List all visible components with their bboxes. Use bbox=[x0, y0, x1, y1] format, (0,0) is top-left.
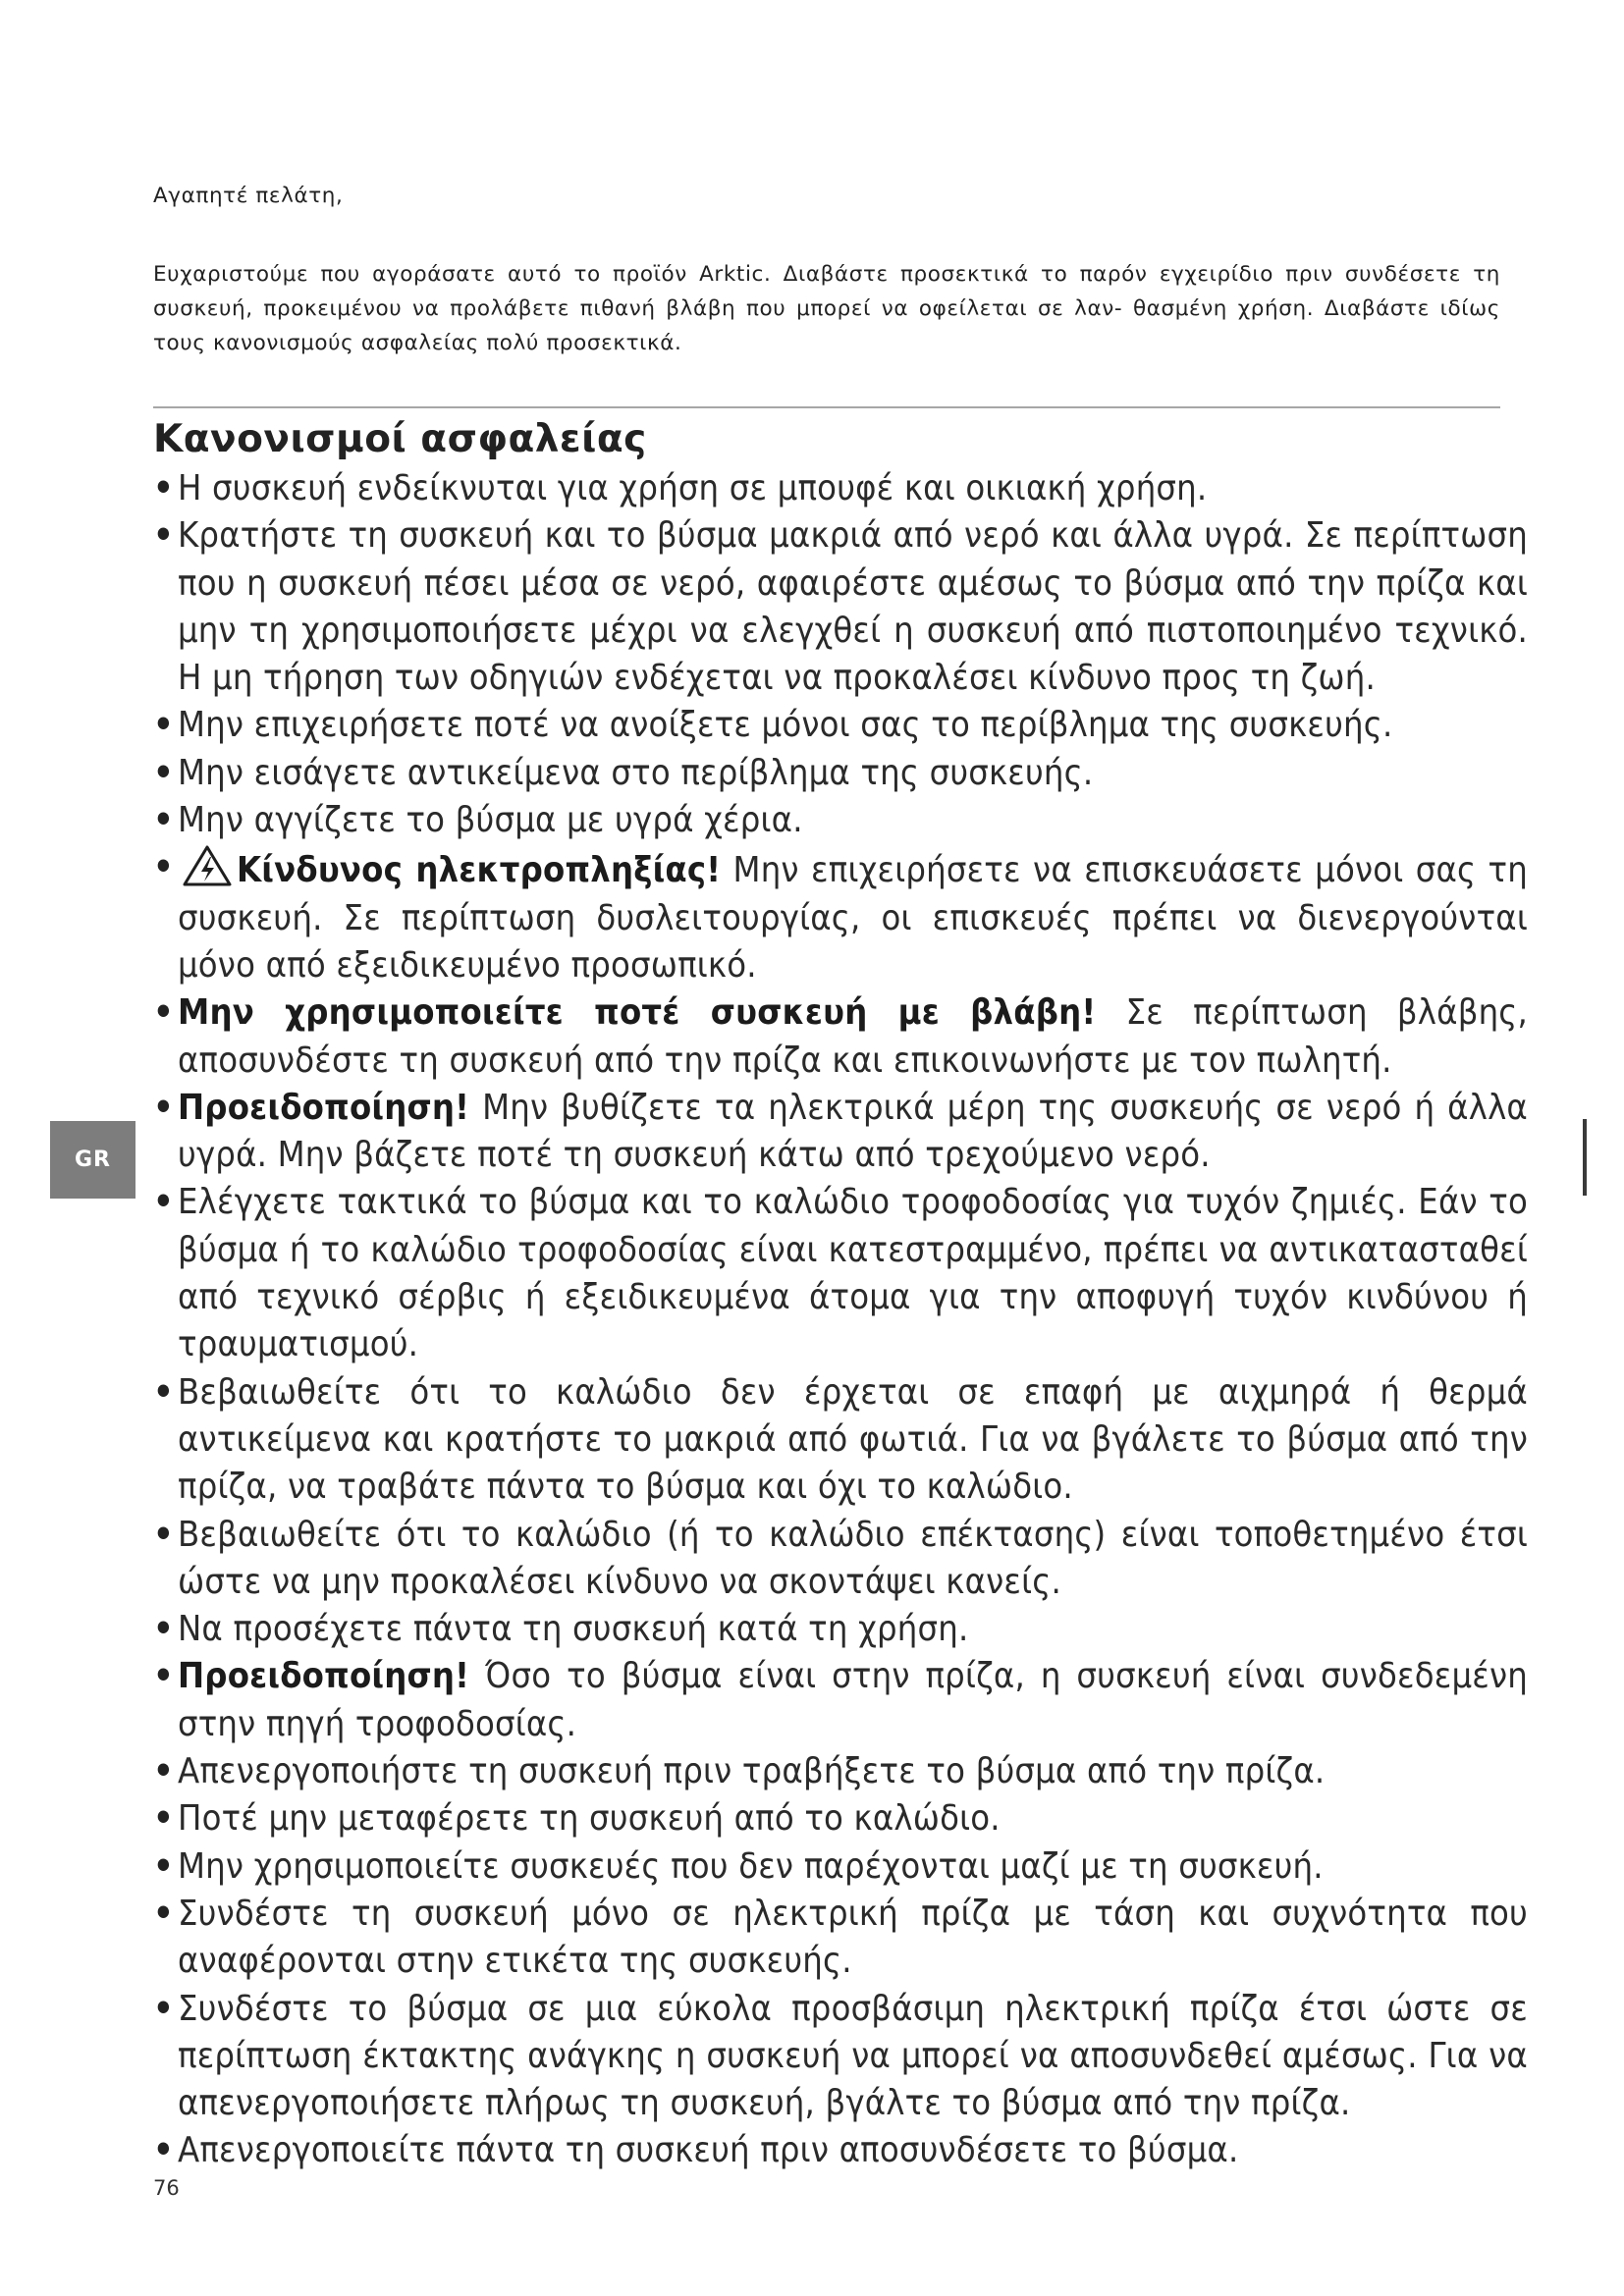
rule-heading: Προειδοποίηση! bbox=[178, 1087, 470, 1128]
rule-text: Βεβαιωθείτε ότι το καλώδιο δεν έρχεται σε επαφή με αιχμηρά ή θερμά αντικείμενα και κρατήστε το μακριά από φωτιά. Για να βγάλετε το βύσμα από την πρίζα, να τραβάτε πάντα το βύσμα και όχι το καλώδιο. bbox=[178, 1371, 1528, 1508]
bullet: • bbox=[153, 1751, 174, 1792]
list-item bbox=[153, 797, 1528, 844]
bullet: • bbox=[153, 752, 174, 793]
list-item bbox=[153, 1606, 1528, 1653]
rule-text: Απενεργοποιήστε τη συσκευή πριν τραβήξετε το βύσμα από την πρίζα. bbox=[178, 1751, 1326, 1792]
bullet: • bbox=[153, 800, 174, 841]
bullet: • bbox=[153, 992, 174, 1034]
list-item bbox=[153, 1795, 1528, 1842]
list-item bbox=[153, 1891, 1528, 1986]
bullet: • bbox=[153, 1514, 174, 1555]
list-item bbox=[153, 2127, 1528, 2174]
list-item bbox=[153, 1986, 1528, 2128]
rule-text: Μην επιχειρήσετε να επισκευάσετε μόνοι σας τη συσκευή. Σε περίπτωση δυσλειτουργίας, οι επισκευές πρέπει να διενεργούνται μόνο από εξειδικευμένο προσωπικό. bbox=[178, 850, 1528, 986]
rule-heading: Μην χρησιμοποιείτε ποτέ συσκευή με βλάβη! bbox=[178, 992, 1097, 1034]
bullet: • bbox=[153, 1609, 174, 1650]
rule-heading: Προειδοποίηση! bbox=[178, 1656, 470, 1697]
rule-text: Η συσκευή ενδείκνυται για χρήση σε μπουφέ και οικιακή χρήση. bbox=[178, 468, 1208, 508]
bullet: • bbox=[153, 468, 174, 508]
rule-text: Μην χρησιμοποιείτε συσκευές που δεν παρέχονται μαζί με τη συσκευή. bbox=[178, 1845, 1324, 1887]
electric-hazard-warning-icon bbox=[182, 844, 233, 887]
list-item bbox=[153, 512, 1528, 702]
rule-text: Σε περίπτωση βλάβης, αποσυνδέστε τη συσκευή από την πρίζα και επικοινωνήστε με τον πωλητή. bbox=[178, 992, 1528, 1081]
list-item bbox=[153, 989, 1528, 1085]
rule-text: Να προσέχετε πάντα τη συσκευή κατά τη χρήση. bbox=[178, 1609, 969, 1650]
list-item bbox=[153, 1512, 1528, 1607]
margin-marker bbox=[1583, 1119, 1587, 1196]
rule-text: Μην αγγίζετε το βύσμα με υγρά χέρια. bbox=[178, 800, 803, 841]
page-number: 76 bbox=[153, 2176, 180, 2200]
list-item bbox=[153, 1179, 1528, 1368]
rule-text: Μην επιχειρήσετε ποτέ να ανοίξετε μόνοι σας το περίβλημα της συσκευής. bbox=[178, 705, 1393, 746]
rule-text: Συνδέστε το βύσμα σε μια εύκολα προσβάσιμη ηλεκτρική πρίζα έτσι ώστε σε περίπτωση έκτακτης ανάγκης η συσκευή να μπορεί να αποσυνδεθεί αμέσως. Για να απενεργοποιήσετε πλήρως τη συσκευή, βγάλτε το βύσμα από την πρίζα. bbox=[178, 1988, 1528, 2124]
bullet: • bbox=[153, 1988, 174, 2029]
rule-text: Μην εισάγετε αντικείμενα στο περίβλημα της συσκευής. bbox=[178, 752, 1094, 793]
rule-text: Ποτέ μην μεταφέρετε τη συσκευή από το καλώδιο. bbox=[178, 1798, 1001, 1840]
bullet: • bbox=[153, 847, 174, 888]
rule-text: Βεβαιωθείτε ότι το καλώδιο (ή το καλώδιο επέκτασης) είναι τοποθετημένο έτσι ώστε να μην προκαλέσει κίνδυνο να σκοντάψει κανείς. bbox=[178, 1514, 1528, 1602]
list-item bbox=[153, 1653, 1528, 1748]
greeting: Αγαπητέ πελάτη, bbox=[153, 184, 344, 208]
bullet: • bbox=[153, 1845, 174, 1887]
bullet: • bbox=[153, 1893, 174, 1934]
bullet: • bbox=[153, 2130, 174, 2171]
bullet: • bbox=[153, 1087, 174, 1128]
rule-text: Όσο το βύσμα είναι στην πρίζα, η συσκευή είναι συνδεδεμένη στην πηγή τροφοδοσίας. bbox=[178, 1656, 1528, 1744]
rule-text: Απενεργοποιείτε πάντα τη συσκευή πριν αποσυνδέσετε το βύσμα. bbox=[178, 2130, 1239, 2171]
list-item bbox=[153, 750, 1528, 797]
bullet: • bbox=[153, 1182, 174, 1223]
list-item bbox=[153, 1085, 1528, 1180]
intro-paragraph: Ευχαριστούμε που αγοράσατε αυτό το προϊόν Arktic. Διαβάστε προσεκτικά το παρόν εγχειρίδιο πριν συνδέσετε τη συσκευή, προκειμένου να προλάβετε πιθανή βλάβη που μπορεί να οφείλεται σε λαν- θασμένη χρήση. Διαβάστε ιδίως τους κανονισμούς ασφαλείας πολύ προσεκτικά. bbox=[153, 262, 1500, 355]
bullet: • bbox=[153, 515, 174, 557]
bullet: • bbox=[153, 1371, 174, 1413]
divider bbox=[153, 406, 1500, 408]
list-item bbox=[153, 1748, 1528, 1795]
rule-text: Ελέγχετε τακτικά το βύσμα και το καλώδιο τροφοδοσίας για τυχόν ζημιές. Εάν το βύσμα ή το καλώδιο τροφοδοσίας είναι κατεστραμμένο, πρέπει να αντικατασταθεί από τεχνικό σέρβις ή εξειδικευμένα άτομα για την αποφυγή τυχόν κινδύνου ή τραυματισμού. bbox=[178, 1182, 1528, 1365]
list-item bbox=[153, 844, 1528, 989]
bullet: • bbox=[153, 1656, 174, 1697]
section-title: Κανονισμοί ασφαλείας bbox=[153, 417, 647, 461]
safety-rules-list bbox=[153, 465, 1528, 2175]
bullet: • bbox=[153, 705, 174, 746]
list-item bbox=[153, 1369, 1528, 1512]
list-item bbox=[153, 1843, 1528, 1891]
bullet: • bbox=[153, 1798, 174, 1840]
rule-heading: Κίνδυνος ηλεκτροπληξίας! bbox=[237, 850, 722, 891]
rule-text: Μην βυθίζετε τα ηλεκτρικά μέρη της συσκευής σε νερό ή άλλα υγρά. Μην βάζετε ποτέ τη συσκευή κάτω από τρεχούμενο νερό. bbox=[178, 1087, 1528, 1176]
list-item bbox=[153, 465, 1528, 512]
rule-text: Κρατήστε τη συσκευή και το βύσμα μακριά από νερό και άλλα υγρά. Σε περίπτωση που η συσκευή πέσει μέσα σε νερό, αφαιρέστε αμέσως το βύσμα από την πρίζα και μην τη χρησιμοποιήσετε μέχρι να ελεγχθεί η συσκευή από πιστοποιημένο τεχνικό. Η μη τήρηση των οδηγιών ενδέχεται να προκαλέσει κίνδυνο προς τη ζωή. bbox=[178, 515, 1528, 699]
language-tab: GR bbox=[50, 1121, 135, 1199]
rule-text: Συνδέστε τη συσκευή μόνο σε ηλεκτρική πρίζα με τάση και συχνότητα που αναφέρονται στην ετικέτα της συσκευής. bbox=[178, 1893, 1528, 1982]
list-item bbox=[153, 702, 1528, 749]
